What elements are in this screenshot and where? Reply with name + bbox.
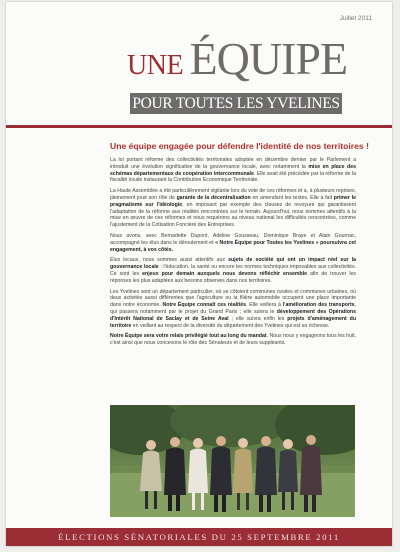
text-run: . Elle veillera à (246, 302, 283, 309)
text-run: : l'éducation, la santé ou encore les normes techniques imposables aux collectivités. Ce sont les (110, 264, 357, 277)
text-run: . Elle avait été précédée par la réforme de la fiscalité locale instaurant la Contribution Economique Territoriale. (110, 170, 356, 184)
bold-run: enjeux pour demain auxquels nous devons réfléchir ensemble (142, 270, 307, 277)
subtitle-banner: POUR TOUTES LES YVELINES (130, 93, 342, 114)
group-photo-illustration (110, 405, 355, 517)
article-paragraph (110, 233, 356, 253)
title-equipe: ÉQUIPE (189, 33, 348, 84)
title-une: UNE (127, 50, 184, 81)
bold-run: garante de la décentralisation (176, 194, 251, 201)
bold-run: mise en place des schémas départementaux de coopération intercommunale (110, 163, 356, 177)
paragraph-list (110, 157, 356, 347)
bold-run: l'amélioration des transports (282, 302, 355, 309)
article-body (110, 141, 369, 351)
text-run: en amendant les textes. Elle a fait (250, 194, 334, 201)
page-title (127, 32, 347, 85)
text-run: . Nous nous y engageons tous les huit, c'est ainsi que nous concevons le rôle des Sénateurs et de leurs suppléants. (110, 333, 356, 347)
bold-run: primer le pragmatisme sur l'idéologie (110, 194, 356, 208)
group-photo (110, 405, 355, 517)
article-paragraph (110, 257, 356, 284)
lead-heading: Une équipe engagée pour défendre l'identité de nos territoires ! (110, 141, 369, 151)
leaflet-page (6, 2, 392, 546)
text-run: , qui passera notamment par le projet du Grand Paris ; elle suivra le (110, 302, 357, 315)
issue-date: Juillet 2011 (339, 15, 372, 22)
accent-rule (6, 125, 392, 128)
text-run: , en imposant par exemple des clauses de revoyure qui garantissent l'adaptation de la réforme aux réalités rencontrées sur le terrain. Aujourd'hui, nous sommes attentifs à la mise en œuvre de ces réformes et nous requérons au niveau national les difficultés rencontrées, comme l'ajustement de la Cotisation Foncière des Entreprises. (110, 201, 356, 229)
article-paragraph (110, 333, 356, 347)
text-run: ; elle suivra enfin les (228, 315, 288, 322)
text-run: Nous avons, avec Bernadette Dupont, Adeline Gousseau, Dominique Braye et Alain Gournac, accompagné les élus dans le déroulement et (110, 232, 356, 246)
bold-run: Notre Équipe connaît ces réalités (162, 302, 246, 309)
bold-run: projets d'aménagement du territoire (110, 315, 356, 329)
bold-run: Notre Équipe sera votre relais privilégié tout au long du mandat (110, 333, 267, 340)
article-paragraph (110, 289, 356, 330)
article-paragraph (110, 157, 356, 184)
footer-banner: ÉLECTIONS SÉNATORIALES DU 25 SEPTEMBRE 2011 (6, 528, 392, 546)
article-paragraph (110, 188, 356, 229)
bold-run: développement des Opérations d'Intérêt National de Saclay et de Seine Aval (110, 308, 356, 322)
bold-run: « Notre Équipe pour Toutes les Yvelines » poursuivra cet engagement, à vos côtés. (110, 239, 356, 253)
text-run: Les Yvelines sont un département particulier, où se côtoient communes rurales et communes urbaines, où deux activités aussi différentes que l'agriculture ou la filière automobile occupent une place importante dans notre économie. (110, 288, 356, 309)
text-run: en veillant au respect de la diversité du département des Yvelines qui est sa richesse. (131, 322, 330, 329)
text-run: La Haute Assemblée a été particulièrement vigilante lors du vote de ces réformes et a, à plusieurs reprises, pleinement joué son rôle de (110, 188, 356, 201)
bold-run: sujets de société qui ont un impact réel sur la gouvernance locale (110, 257, 356, 271)
text-run: La loi portant réforme des collectivités territoriales adoptée en décembre dernier par le Parlement a introduit une évolution significative de la gouvernance locale, avec notamment la (110, 157, 356, 170)
text-run: afin de trouver les réponses les plus adaptées aux besoins observés dans nos territoires. (110, 270, 356, 284)
text-run: Élus locaux, nous sommes aussi attentifs aux (110, 257, 229, 264)
